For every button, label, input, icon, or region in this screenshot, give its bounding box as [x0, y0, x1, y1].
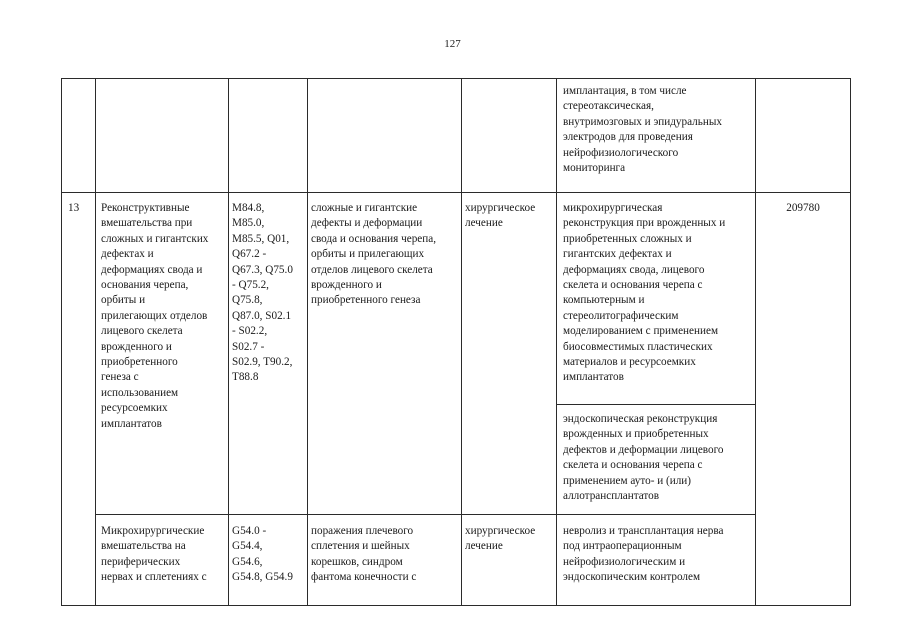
prev-row-method-cell: имплантация, в том числе стереотаксическая, внутримозговых и эпидуральных электродов для проведения нейрофизиологического мониторинга	[563, 85, 722, 175]
column-divider	[755, 79, 756, 605]
medical-care-table	[61, 78, 851, 606]
next-row-name-cell: Микрохирургические вмешательства на периферических нервах и сплетениях с	[101, 525, 207, 584]
row-13-number-cell: 13	[68, 202, 80, 214]
next-row-method-cell: невролиз и трансплантация нерва под интраоперационным нейрофизиологическим и эндоскопическим контролем	[563, 525, 724, 584]
next-row-patient-model-cell: поражения плечевого сплетения и шейных корешков, синдром фантома конечности с	[311, 525, 417, 584]
next-row-treatment-type-cell: хирургическое лечение	[465, 525, 536, 553]
row-13-name-cell: Реконструктивные вмешательства при сложных и гигантских дефектах и деформациях свода и основания черепа, орбиты и прилегающих отделов лицевого скелета врожденного и приобретенного генеза с использованием ресурсоемких имплантатов	[101, 202, 209, 430]
page-number: 127	[444, 38, 461, 50]
column-divider	[461, 79, 462, 605]
column-divider	[307, 79, 308, 605]
row-13-codes-cell: M84.8, M85.0, M85.5, Q01, Q67.2 - Q67.3, Q75.0 - Q75.2, Q75.8, Q87.0, S02.1 - S02.2, S02.7 - S02.9, T90.2, T88.8	[232, 202, 293, 384]
column-divider	[556, 79, 557, 605]
row-13-method-1-cell: микрохирургическая реконструкция при врожденных и приобретенных сложных и гигантских дефектах и деформациях свода, лицевого скелета и основания черепа с компьютерным и стереолитографическим моделированием с применением биосовместимых пластических материалов и ресурсоемких имплантатов	[563, 202, 726, 384]
row-divider	[62, 192, 850, 193]
next-row-codes-cell: G54.0 - G54.4, G54.6, G54.8, G54.9	[232, 525, 293, 584]
column-divider	[228, 79, 229, 605]
row-divider	[95, 514, 755, 515]
row-13-method-2-cell: эндоскопическая реконструкция врожденных и приобретенных дефектов и деформации лицевого скелета и основания черепа с применением ауто- и (или) аллотрансплантатов	[563, 413, 724, 503]
row-13-cost-cell: 209780	[786, 202, 820, 214]
row-13-treatment-type-cell: хирургическое лечение	[465, 202, 536, 230]
row-13-patient-model-cell: сложные и гигантские дефекты и деформации свода и основания черепа, орбиты и прилегающих отделов лицевого скелета врожденного и приобретенного генеза	[311, 202, 437, 307]
row-divider	[556, 404, 755, 405]
column-divider	[95, 79, 96, 605]
